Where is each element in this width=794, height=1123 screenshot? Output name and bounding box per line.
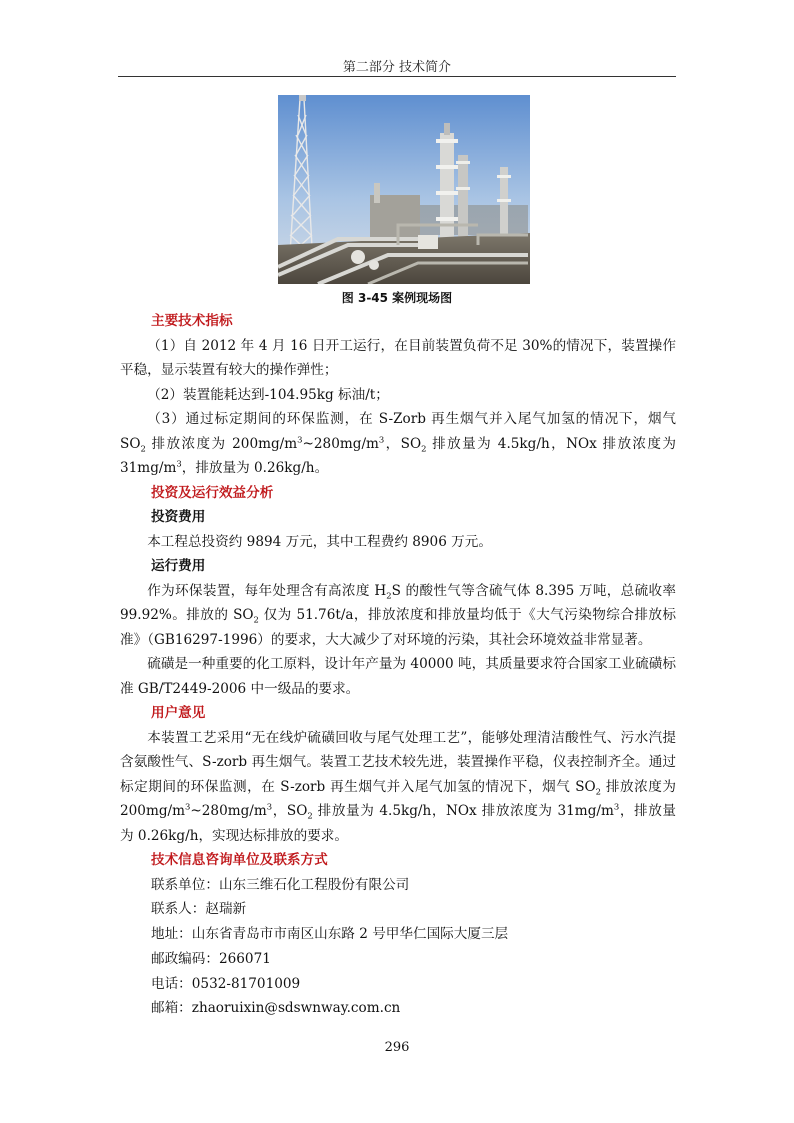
section-heading-opinion: 用户意见	[151, 705, 206, 721]
page-number: 296	[384, 1040, 410, 1055]
refinery-site-picture	[278, 95, 530, 284]
contact-address: 地址：山东省青岛市市南区山东路 2 号甲华仁国际大厦三层	[151, 926, 509, 943]
section-heading-contact: 技术信息咨询单位及联系方式	[151, 852, 328, 868]
subheading-investment-cost: 投资费用	[151, 509, 206, 525]
site-photo	[278, 95, 530, 284]
sulfur-product-text: 硫磺是一种重要的化工原料，设计年产量为 40000 吨，其质量要求符合国家工业硫磺标准 GB/T2449-2006 中一级品的要求。	[120, 656, 676, 697]
indicator-item-2: （2）装置能耗达到-104.95kg 标油/t；	[147, 386, 389, 403]
indicator-item-3: （3）通过标定期间的环保监测，在 S-Zorb 再生烟气并入尾气加氢的情况下，烟气 $SO_2$ 排放浓度为 $200mg/m^3\sim 280mg/m^3$，$SO_2$ 排放量为 4.5kg/h，NOx 排放浓度为 $31mg/m^3$，排放量为 0.26kg/h。	[120, 411, 676, 476]
body-text	[120, 309, 676, 1021]
contact-person: 联系人：赵瑞新	[151, 901, 247, 918]
section-heading-indicators: 主要技术指标	[151, 313, 233, 329]
running-header: 第二部分 技术简介	[342, 60, 452, 75]
operating-cost-text: 作为环保装置，每年处理含有高浓度 $H_2S$ 的酸性气等含硫气体 8.395 万吨，总硫收率 99.92%。排放的 $SO_2$ 仅为 51.76t/a，排放浓度和排放量均低于《大气污染物综合排放标准》（GB16297-1996）的要求，大大减少了对环境的污染，其社会环境效益非常显著。	[120, 582, 676, 648]
contact-postcode: 邮政编码：266071	[151, 950, 271, 967]
indicator-item-1: （1）自 2012 年 4 月 16 日开工运行，在目前装置负荷不足 30%的情况下，装置操作平稳，显示装置有较大的操作弹性；	[120, 337, 676, 378]
contact-phone: 电话：0532-81701009	[151, 975, 301, 992]
contact-email: 邮箱：zhaoruixin@sdswnway.com.cn	[151, 1000, 401, 1017]
user-opinion-text: 本装置工艺采用“无在线炉硫磺回收与尾气处理工艺”，能够处理清洁酸性气、污水汽提含氨酸性气、S-zorb 再生烟气。装置工艺技术较先进，装置操作平稳，仪表控制齐全。通过标定期间的环保监测，在 S-zorb 再生烟气并入尾气加氢的情况下，烟气 $SO_2$ 排放浓度为 $200mg/m^3\sim 280mg/m^3$，$SO_2$ 排放量为 4.5kg/h，NOx 排放浓度为 $31mg/m^3$，排放量为 0.26kg/h，实现达标排放的要求。	[120, 729, 676, 844]
header-rule	[118, 76, 676, 77]
investment-cost-text: 本工程总投资约 9894 万元，其中工程费约 8906 万元。	[147, 533, 492, 550]
contact-unit: 联系单位：山东三维石化工程股份有限公司	[151, 876, 410, 893]
figure-caption: 图 3-45 案例现场图	[341, 291, 453, 305]
section-heading-investment: 投资及运行效益分析	[151, 484, 274, 501]
subheading-operating-cost: 运行费用	[151, 558, 206, 574]
